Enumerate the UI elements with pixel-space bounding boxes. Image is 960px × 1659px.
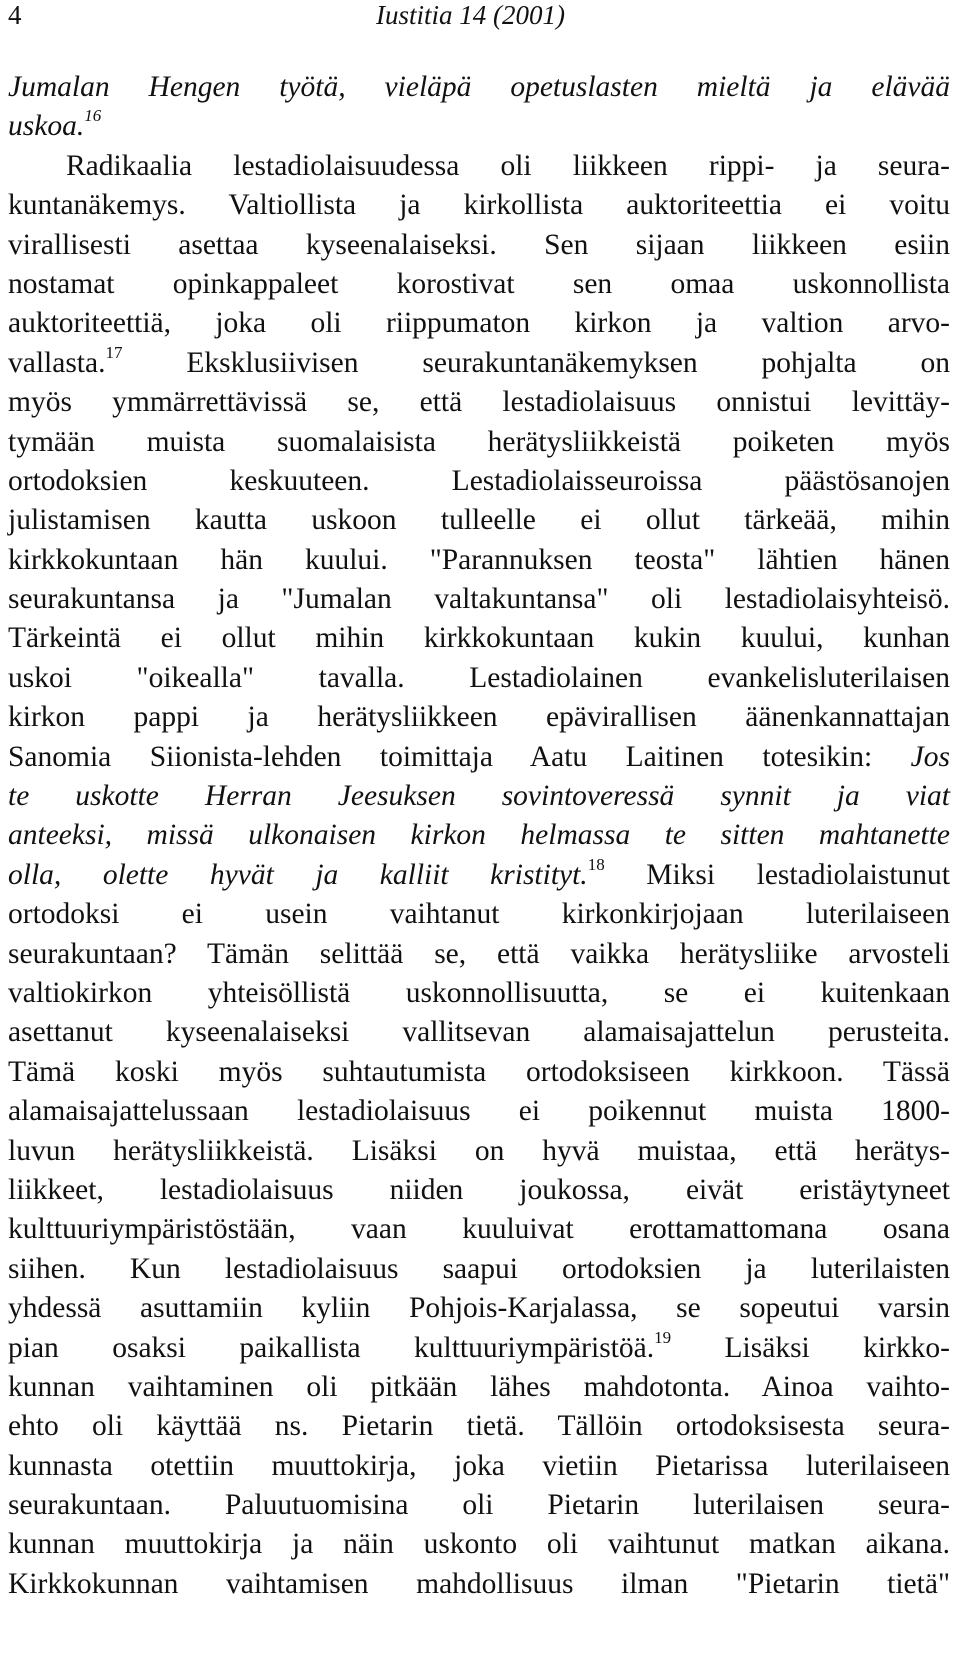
text-line: olla, olette hyvät ja kalliit kristityt.$^{18}$ Miksi lestadiolaistunut [8,854,950,891]
text-line: uskoi "oikealla" tavalla. Lestadiolainen evankelisluterilaisen [8,661,950,694]
body-text [8,68,950,1604]
text-line: julistamisen kautta uskoon tulleelle ei ollut tärkeää, mihin [8,504,950,537]
text-line: kunnan vaihtaminen oli pitkään lähes mahdotonta. Ainoa vaihto- [8,1370,950,1403]
text-line: yhdessä asuttamiin kyliin Pohjois-Karjalassa, se sopeutui varsin [8,1292,950,1325]
footnote-ref: 17 [105,342,123,362]
text-line: asettanut kyseenalaiseksi vallitsevan alamaisajattelun perusteita. [8,1016,950,1049]
text-line: kunnasta otettiin muuttokirja, joka vietiin Pietarissa luterilaiseen [8,1449,950,1482]
text-line: Kirkkokunnan vaihtamisen mahdollisuus ilman "Pietarin tietä" [8,1567,950,1600]
text-line: tymään muista suomalaisista herätysliikkeistä poiketen myös [8,425,950,458]
journal-title: Iustitia 14 (2001) [376,0,565,30]
text-line: pian osaksi paikallista kulttuuriympäristöä.$^{19}$ Lisäksi kirkko- [8,1327,951,1364]
text-line: Tärkeintä ei ollut mihin kirkkokuntaan kukin kuului, kunhan [8,622,950,655]
text-line: uskoa.$^{16}$ [8,106,102,143]
text-line: liikkeet, lestadiolaisuus niiden joukossa, eivät eristäytyneet [8,1173,950,1206]
text-line: Sanomia Siionista-lehden toimittaja Aatu Laitinen totesikin: Jos [8,740,950,773]
text-line: Radikaalia lestadiolaisuudessa oli liikkeen rippi- ja seura- [66,149,950,182]
footnote-ref: 18 [587,854,605,874]
text-line: kulttuuriympäristöstään, vaan kuuluivat erottamattomana osana [8,1213,950,1246]
text-line: luvun herätysliikkeistä. Lisäksi on hyvä muistaa, että herätys- [8,1134,950,1167]
text-line: valtiokirkon yhteisöllistä uskonnollisuutta, se ei kuitenkaan [8,976,950,1009]
text-line: te uskotte Herran Jeesuksen sovintoveressä synnit ja viat [8,780,950,813]
text-line: kirkkokuntaan hän kuului. "Parannuksen teosta" lähtien hänen [8,543,950,576]
text-line: seurakuntaan. Paluutuomisina oli Pietarin luterilaisen seura- [8,1489,950,1522]
text-line: ehto oli käyttää ns. Pietarin tietä. Tällöin ortodoksisesta seura- [8,1410,950,1443]
text-line: siihen. Kun lestadiolaisuus saapui ortodoksien ja luterilaisten [8,1252,950,1285]
footnote-ref: 19 [654,1327,672,1347]
footnote-ref: 16 [84,106,102,126]
text-line: kirkon pappi ja herätysliikkeen epävirallisen äänenkannattajan [8,701,950,734]
text-line: anteeksi, missä ulkonaisen kirkon helmassa te sitten mahtanette [8,819,950,852]
page-number: 4 [8,0,22,30]
text-line: seurakuntansa ja "Jumalan valtakuntansa" oli lestadiolaisyhteisö. [8,583,950,616]
text-line: Tämä koski myös suhtautumista ortodoksiseen kirkkoon. Tässä [8,1055,950,1088]
text-line: ortodoksien keskuuteen. Lestadiolaisseuroissa päästösanojen [8,464,950,497]
text-line: virallisesti asettaa kyseenalaiseksi. Sen sijaan liikkeen esiin [8,228,950,261]
text-line: myös ymmärrettävissä se, että lestadiolaisuus onnistui levittäy- [8,386,950,419]
text-line: seurakuntaan? Tämän selittää se, että vaikka herätysliike arvosteli [8,937,950,970]
text-line: vallasta.$^{17}$ Eksklusiivisen seurakuntanäkemyksen pohjalta on [8,342,950,379]
text-line: kuntanäkemys. Valtiollista ja kirkollista auktoriteettia ei voitu [8,189,950,222]
running-header [8,0,948,36]
text-line: Jumalan Hengen työtä, vieläpä opetuslasten mieltä ja elävää [8,71,950,103]
text-line: alamaisajattelussaan lestadiolaisuus ei poikennut muista 1800- [8,1095,950,1128]
text-line: kunnan muuttokirja ja näin uskonto oli vaihtunut matkan aikana. [8,1528,950,1561]
text-line: nostamat opinkappaleet korostivat sen omaa uskonnollista [8,267,950,300]
text-line: auktoriteettiä, joka oli riippumaton kirkon ja valtion arvo- [8,307,950,340]
text-line: ortodoksi ei usein vaihtanut kirkonkirjojaan luterilaiseen [8,898,950,931]
